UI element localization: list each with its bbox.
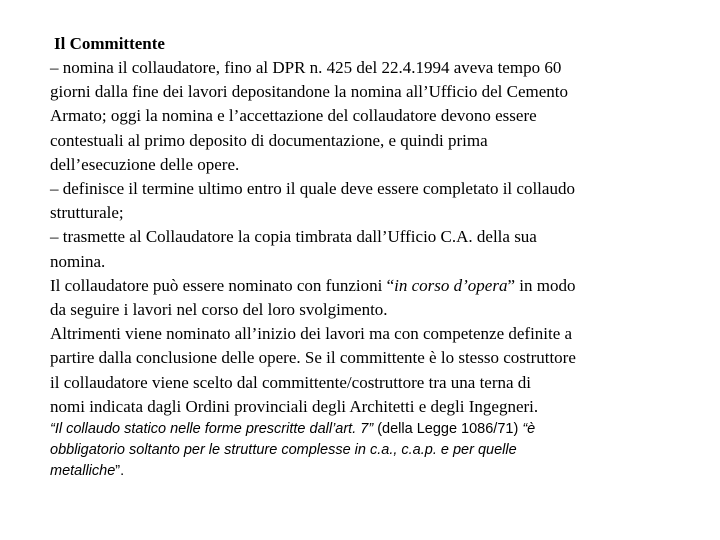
body-line: giorni dalla fine dei lavori depositandone la nomina all’Ufficio del Cemento [50,82,569,102]
note-line-1 [50,419,700,440]
body-line: contestuali al primo deposito di documentazione, e quindi prima [50,130,488,150]
note-italic-end: metalliche [50,463,116,480]
body-line: – nomina il collaudatore, fino al DPR n. 425 del 22.4.1994 aveva tempo 60 [50,58,562,77]
body-line: Altrimenti viene nominato all’inizio dei lavori ma con competenze definite a [50,324,573,344]
body-line: – definisce il termine ultimo entro il quale deve essere completato il collaudo [50,179,575,199]
corso-after: ” in modo [507,275,576,295]
slide-title: Il Committente [54,34,165,53]
note-reference: (della Legge 1086/71) [373,421,523,438]
body-line: da seguire i lavori nel corso del loro svolgimento. [50,300,388,320]
note-line-2: obbligatorio soltanto per le strutture complesse in c.a., c.a.p. e per quelle [50,442,517,459]
body-line: dell’esecuzione delle opere. [50,154,240,174]
body-line: nomi indicata dagli Ordini provinciali degli Architetti e degli Ingegneri. [50,396,539,416]
note-closing: ”. [115,463,125,480]
corso-italic: in corso d’opera [394,275,508,295]
legal-note [50,419,700,482]
body-text [50,56,700,419]
body-line: partire dalla conclusione delle opere. Se il committente è lo stesso costruttore [50,348,576,368]
body-line: – trasmette al Collaudatore la copia timbrata dall’Ufficio C.A. della sua [50,227,537,247]
corso-before: Il collaudatore può essere nominato con funzioni “ [50,275,395,295]
body-line: strutturale; [50,203,124,223]
note-quote-end: “è [522,421,536,438]
corso-line [50,274,700,298]
note-quote: “Il collaudo statico nelle forme prescritte dall’art. 7” [50,421,374,438]
slide-content [50,32,700,482]
body-line: Armato; oggi la nomina e l’accettazione del collaudatore devono essere [50,106,537,126]
body-line: il collaudatore viene scelto dal committente/costruttore tra una terna di [50,372,532,392]
note-line-3 [50,461,700,482]
body-line: nomina. [50,251,106,271]
